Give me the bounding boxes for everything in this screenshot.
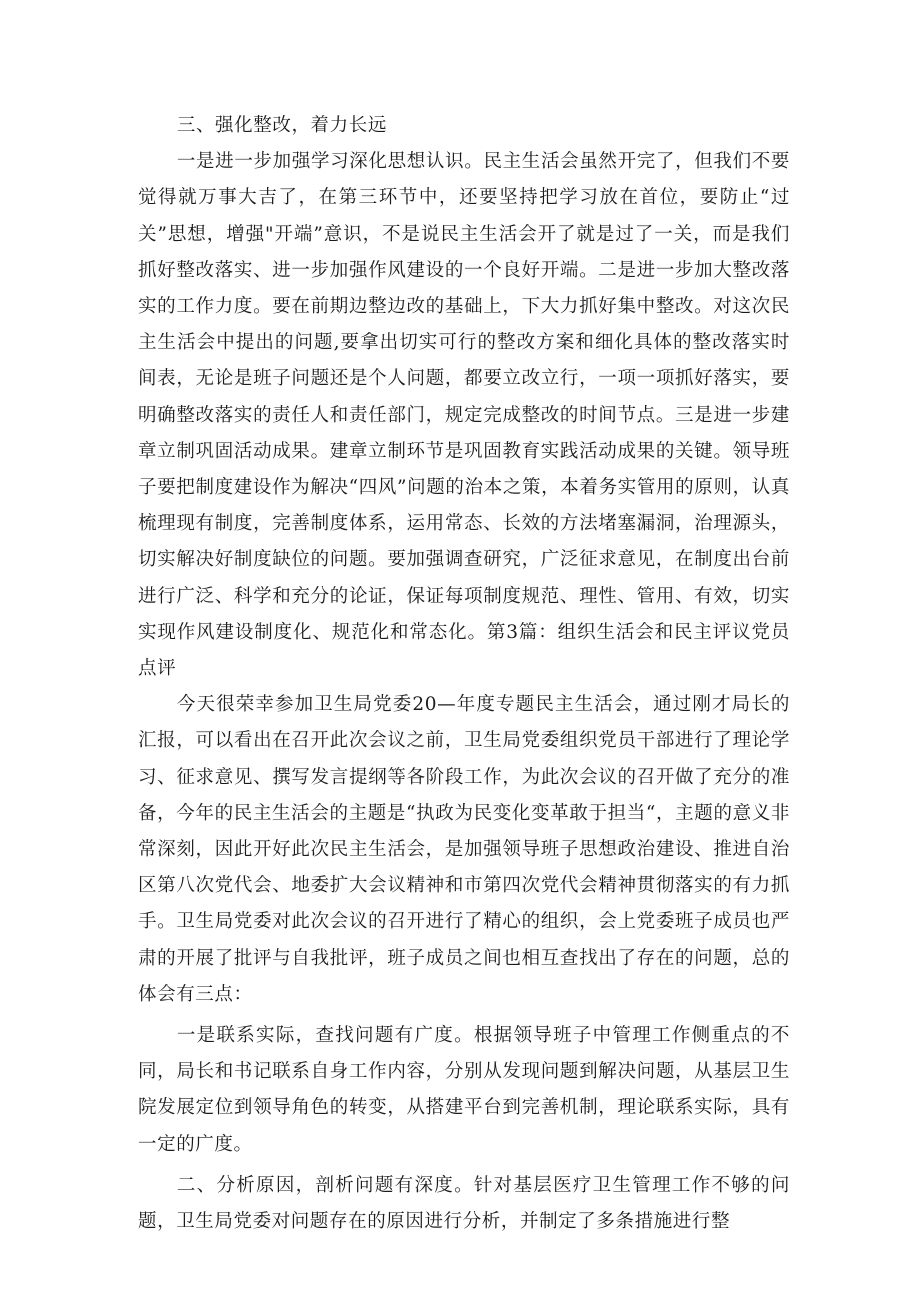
paragraph-comment-intro: 今天很荣幸参加卫生局党委20—年度专题民主生活会，通过刚才局长的汇报，可以看出在召开此次会议之前，卫生局党委组织党员干部进行了理论学习、征求意见、撰写发言提纲等各阶段工作，为此次会议的召开做了充分的准备，今年的民主生活会的主题是“执政为民变化变革敢于担当“，主题的意义非常深刻，因此开好此次民主生活会，是加强领导班子思想政治建设、推进自治区第八次党代会、地委扩大会议精神和市第四次党代会精神贯彻落实的有力抓手。卫生局党委对此次会议的召开进行了精心的组织，会上党委班子成员也严肃的开展了批评与自我批评，班子成员之间也相互查找出了存在的问题，总的体会有三点： <box>138 694 790 1005</box>
section-heading: 三、强化整改，着力长远 <box>176 115 387 136</box>
document-body <box>138 108 790 1240</box>
paragraph-rectification: 一是进一步加强学习深化思想认识。民主生活会虽然开完了，但我们不要觉得就万事大吉了，在第三环节中，还要坚持把学习放在首位，要防止“过关”思想，增强"开端”意识，不是说民主生活会开了就是过了一关，而是我们抓好整改落实、进一步加强作风建设的一个良好开端。二是进一步加大整改落实的工作力度。要在前期边整边改的基础上，下大力抓好集中整改。对这次民主生活会中提出的问题,要拿出切实可行的整改方案和细化具体的整改落实时间表，无论是班子问题还是个人问题，都要立改立行，一项一项抓好落实，要明确整改落实的责任人和责任部门，规定完成整改的时间节点。三是进一步建章立制巩固活动成果。建章立制环节是巩固教育实践活动成果的关键。领导班子要把制度建设作为解决“四风”问题的治本之策，本着务实管用的原则，认真梳理现有制度，完善制度体系，运用常态、长效的方法堵塞漏洞，治理源头，切实解决好制度缺位的问题。要加强调查研究，广泛征求意见，在制度出台前进行广泛、科学和充分的论证，保证每项制度规范、理性、管用、有效，切实实现作风建设制度化、规范化和常态化。第3篇：组织生活会和民主评议党员点评 <box>138 151 790 680</box>
paragraph-breadth: 一是联系实际，查找问题有广度。根据领导班子中管理工作侧重点的不同，局长和书记联系自身工作内容，分别从发现问题到解决问题，从基层卫生院发展定位到领导角色的转变，从搭建平台到完善机制，理论联系实际，具有一定的广度。 <box>138 1025 790 1155</box>
paragraph-depth: 二、分析原因，剖析问题有深度。针对基层医疗卫生管理工作不够的问题，卫生局党委对问题存在的原因进行分析，并制定了多条措施进行整 <box>138 1174 790 1233</box>
